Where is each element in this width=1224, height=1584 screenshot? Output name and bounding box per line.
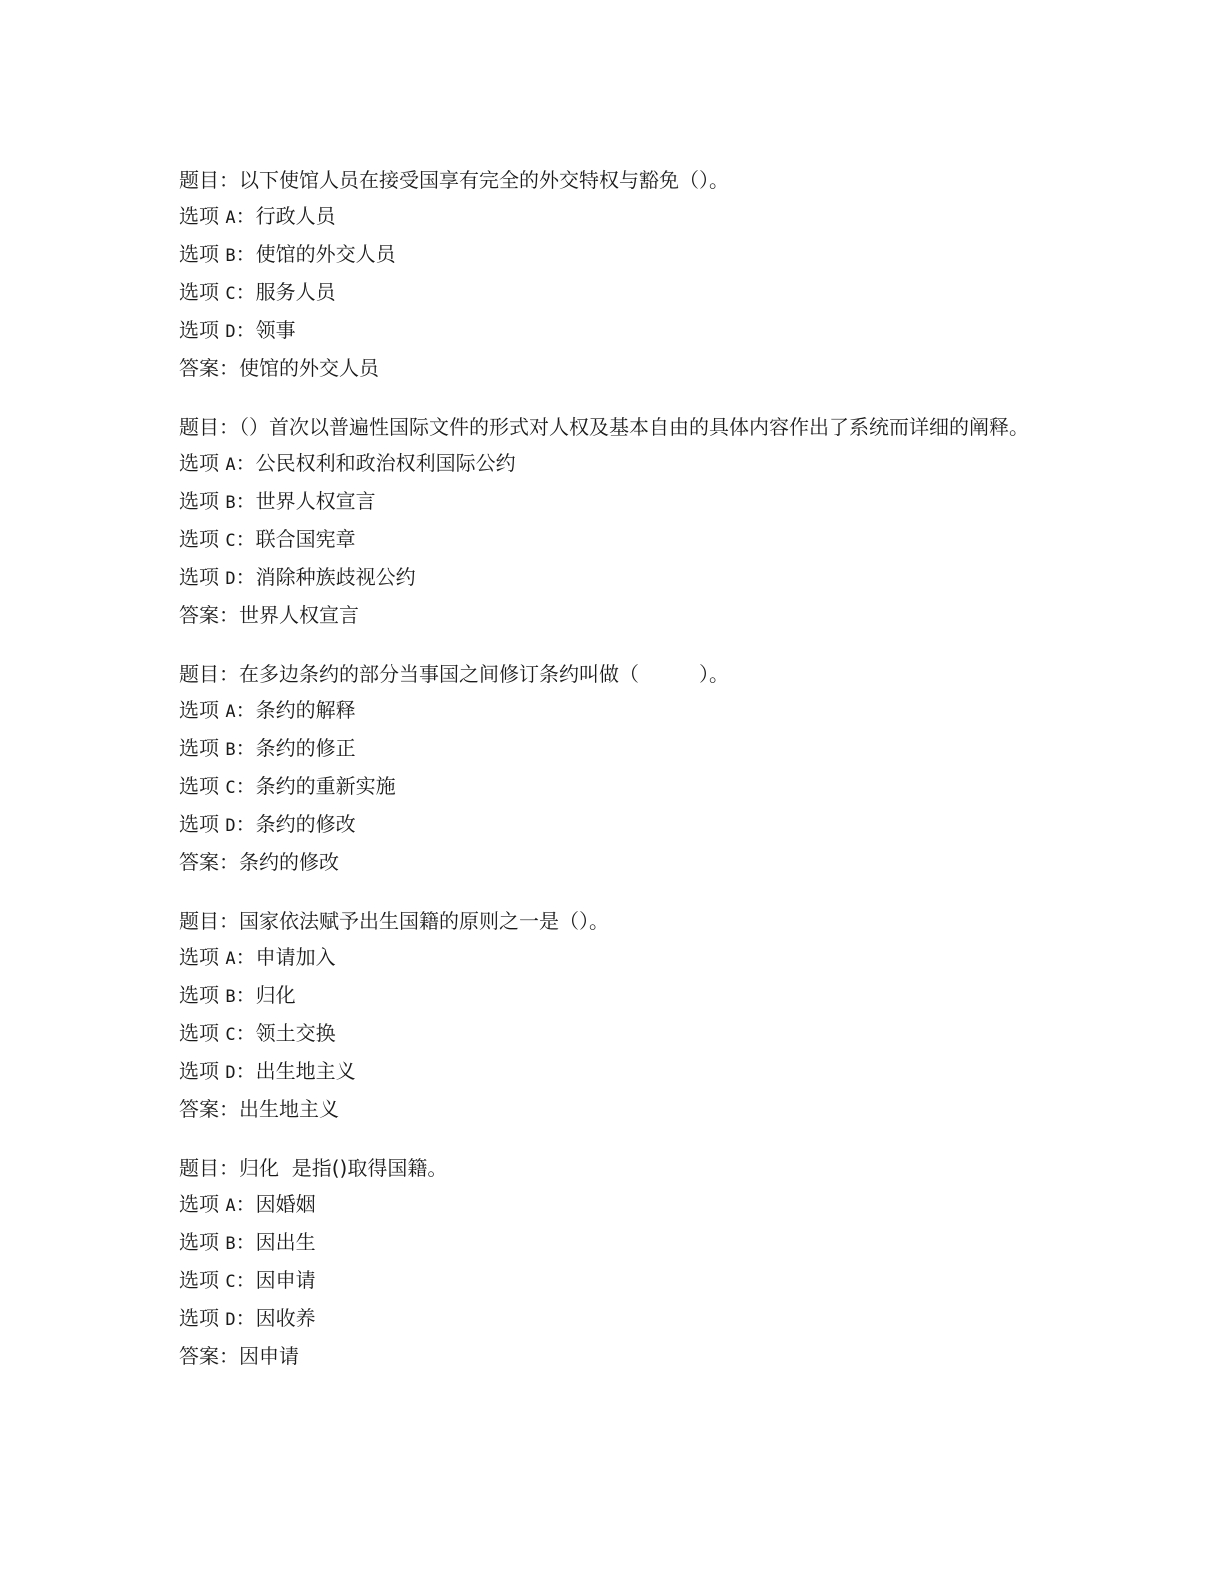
option-prefix: 选项 [179,736,219,760]
answer-label: 答案： [179,1097,239,1121]
option-prefix: 选项 [179,318,219,342]
option-colon: ： [235,1059,256,1083]
option-text: 因出生 [255,1230,316,1254]
option-letter: B [225,740,236,760]
question-line [179,656,1039,692]
answer-label: 答案： [179,356,239,380]
option-line [179,559,1039,597]
option-line [179,198,1039,236]
option-colon: ： [235,318,256,342]
option-letter: C [225,778,236,798]
option-line [179,312,1039,350]
question-block [179,903,1039,1127]
question-text: 国家依法赋予出生国籍的原则之一是（）。 [239,909,609,933]
answer-label: 答案： [179,850,239,874]
option-colon: ： [235,1268,256,1292]
option-line [179,1053,1039,1091]
option-prefix: 选项 [179,451,219,475]
option-letter: B [225,1234,236,1254]
question-text: 以下使馆人员在接受国享有完全的外交特权与豁免（）。 [239,168,729,192]
option-letter: D [225,1063,236,1083]
option-text: 行政人员 [255,204,336,228]
option-line [179,1015,1039,1053]
option-text: 世界人权宣言 [255,489,376,513]
answer-line [179,350,1039,386]
option-text: 出生地主义 [255,1059,356,1083]
option-line [179,236,1039,274]
option-line [179,977,1039,1015]
option-letter: D [225,1310,236,1330]
option-line [179,1186,1039,1224]
answer-label: 答案： [179,603,239,627]
option-letter: A [225,208,236,228]
option-colon: ： [235,774,256,798]
option-line [179,692,1039,730]
option-line [179,806,1039,844]
option-letter: B [225,246,236,266]
question-line [179,1150,1039,1186]
option-prefix: 选项 [179,489,219,513]
question-line [179,162,1039,198]
option-colon: ： [235,945,256,969]
option-colon: ： [235,451,256,475]
option-text: 消除种族歧视公约 [255,565,416,589]
option-letter: A [225,1196,236,1216]
option-letter: D [225,569,236,589]
option-letter: C [225,531,236,551]
option-letter: B [225,493,236,513]
option-letter: C [225,284,236,304]
option-prefix: 选项 [179,242,219,266]
question-block [179,162,1039,386]
option-prefix: 选项 [179,812,219,836]
question-label: 题目： [179,415,239,439]
option-prefix: 选项 [179,280,219,304]
answer-text: 出生地主义 [239,1097,339,1121]
document-body [179,162,1039,1397]
option-prefix: 选项 [179,1268,219,1292]
answer-label: 答案： [179,1344,239,1368]
option-line [179,1262,1039,1300]
question-label: 题目： [179,168,239,192]
option-colon: ： [235,983,256,1007]
option-prefix: 选项 [179,1230,219,1254]
option-prefix: 选项 [179,1306,219,1330]
option-letter: C [225,1025,236,1045]
option-letter: A [225,949,236,969]
question-text: 归化 是指()取得国籍。 [239,1156,448,1180]
option-colon: ： [235,1021,256,1045]
option-colon: ： [235,1192,256,1216]
option-text: 条约的重新实施 [255,774,396,798]
option-text: 领土交换 [255,1021,336,1045]
option-text: 公民权利和政治权利国际公约 [255,451,516,475]
question-line [179,409,1039,445]
option-text: 条约的解释 [255,698,356,722]
option-line [179,939,1039,977]
option-text: 归化 [255,983,296,1007]
option-line [179,445,1039,483]
option-text: 服务人员 [255,280,336,304]
option-prefix: 选项 [179,774,219,798]
option-text: 条约的修改 [255,812,356,836]
answer-line [179,844,1039,880]
option-colon: ： [235,489,256,513]
question-text: （）首次以普遍性国际文件的形式对人权及基本自由的具体内容作出了系统而详细的阐释。 [239,415,1029,439]
option-prefix: 选项 [179,1021,219,1045]
option-prefix: 选项 [179,204,219,228]
option-text: 条约的修正 [255,736,356,760]
option-prefix: 选项 [179,698,219,722]
option-line [179,274,1039,312]
option-letter: D [225,816,236,836]
option-prefix: 选项 [179,945,219,969]
option-colon: ： [235,280,256,304]
option-line [179,1224,1039,1262]
option-prefix: 选项 [179,527,219,551]
option-letter: D [225,322,236,342]
option-prefix: 选项 [179,1059,219,1083]
option-prefix: 选项 [179,565,219,589]
question-block [179,1150,1039,1374]
option-colon: ： [235,565,256,589]
option-letter: A [225,455,236,475]
option-prefix: 选项 [179,1192,219,1216]
question-text: 在多边条约的部分当事国之间修订条约叫做（ ）。 [239,662,729,686]
option-text: 领事 [255,318,296,342]
option-text: 使馆的外交人员 [255,242,396,266]
option-colon: ： [235,527,256,551]
option-text: 因婚姻 [255,1192,316,1216]
answer-line [179,597,1039,633]
option-colon: ： [235,204,256,228]
option-line [179,1300,1039,1338]
question-block [179,656,1039,880]
option-letter: A [225,702,236,722]
option-line [179,730,1039,768]
option-colon: ： [235,1230,256,1254]
option-letter: C [225,1272,236,1292]
answer-text: 条约的修改 [239,850,339,874]
option-text: 因申请 [255,1268,316,1292]
answer-line [179,1091,1039,1127]
answer-text: 使馆的外交人员 [239,356,379,380]
question-label: 题目： [179,909,239,933]
question-line [179,903,1039,939]
answer-line [179,1338,1039,1374]
question-label: 题目： [179,1156,239,1180]
question-label: 题目： [179,662,239,686]
answer-text: 因申请 [239,1344,299,1368]
option-line [179,768,1039,806]
option-colon: ： [235,736,256,760]
option-letter: B [225,987,236,1007]
option-colon: ： [235,812,256,836]
option-text: 因收养 [255,1306,316,1330]
option-line [179,483,1039,521]
question-block [179,409,1039,633]
option-prefix: 选项 [179,983,219,1007]
answer-text: 世界人权宣言 [239,603,359,627]
option-text: 申请加入 [255,945,336,969]
option-text: 联合国宪章 [255,527,356,551]
option-colon: ： [235,1306,256,1330]
option-line [179,521,1039,559]
option-colon: ： [235,242,256,266]
option-colon: ： [235,698,256,722]
